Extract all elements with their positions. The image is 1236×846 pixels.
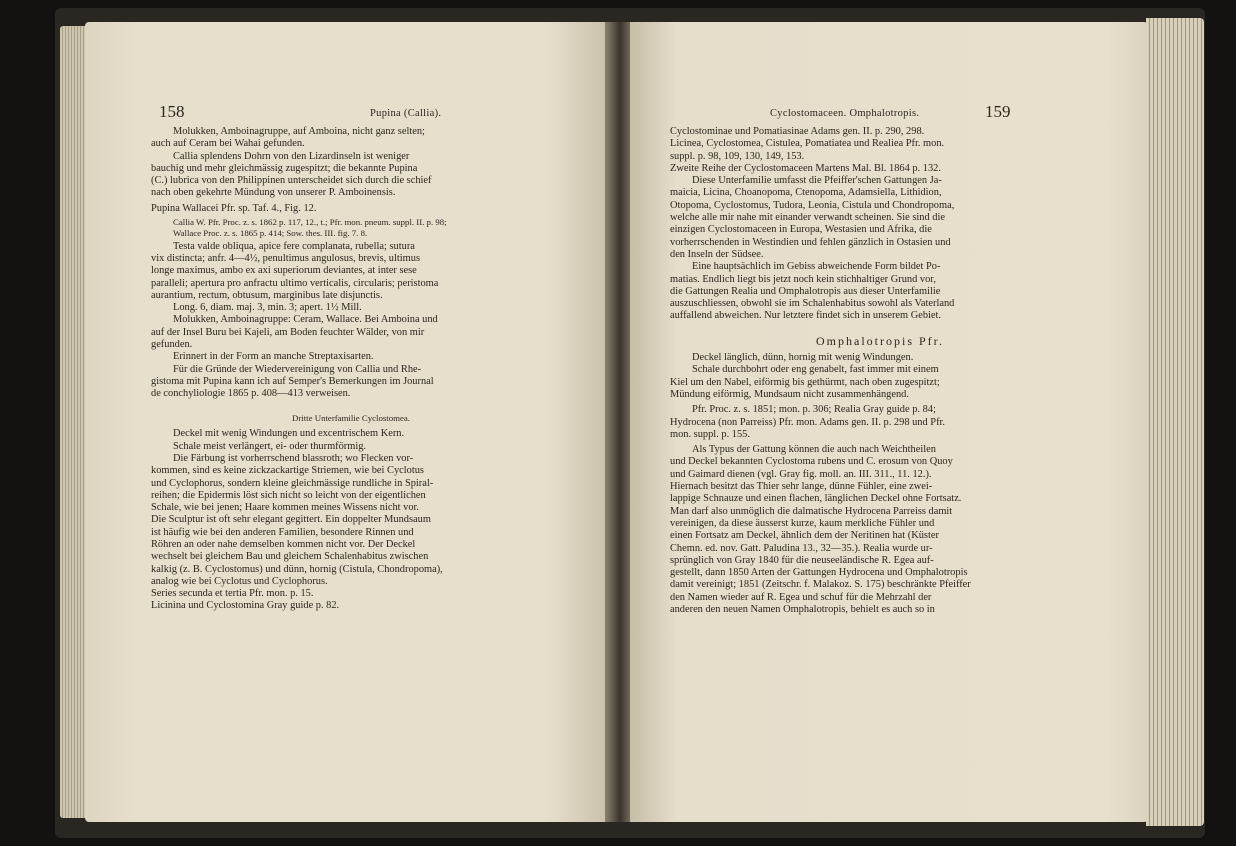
text-line: sprünglich von Gray 1840 für die neuseeländische R. Egea auf- <box>670 554 934 566</box>
text-line: lappige Schnauze und einen flachen, länglichen Deckel ohne Fortsatz. <box>670 493 962 505</box>
text-line: Man darf also unmöglich die dalmatische Hydrocena Parreiss damit <box>670 505 953 517</box>
text-line: vix distincta; anfr. 4—4½, penultimus angulosus, brevis, ultimus <box>151 252 420 264</box>
text-line: Für die Gründe der Wiedervereinigung von Callia und Rhe- <box>173 363 422 375</box>
text-line: Licinea, Cyclostomea, Cistulea, Pomatiatea und Realiea Pfr. mon. <box>670 138 945 150</box>
text-line: mon. suppl. p. 155. <box>670 428 750 440</box>
page-number: 158 <box>159 102 185 121</box>
running-head: Pupina (Callia). <box>370 108 442 119</box>
text-line: vorherrschenden in Westindien und fehlen gänzlich in Ostasien und <box>670 236 951 248</box>
text-line: de conchyliologie 1865 p. 408—413 verweisen. <box>151 388 351 400</box>
text-line: auch auf Ceram bei Wahai gefunden. <box>151 138 305 150</box>
text-line: (C.) lubrica von den Philippinen unterscheidet sich durch die schief <box>151 175 432 187</box>
text-line: Röhren an oder nahe demselben kommen nicht vor. Der Deckel <box>151 539 416 550</box>
left-page-edges <box>60 26 88 818</box>
running-head: Cyclostomaceen. Omphalotropis. <box>770 108 920 119</box>
text-line: die Gattungen Realia und Omphalotropis aus dieser Unterfamilie <box>670 285 941 297</box>
text-line: matias. Endlich liegt bis jetzt noch kein stichhaltiger Grund vor, <box>670 273 936 285</box>
text-line: gistoma mit Pupina kann ich auf Semper's Bemerkungen im Journal <box>151 375 434 387</box>
genus-heading: Omphalotropis Pfr. <box>816 333 944 348</box>
page-text <box>670 126 1090 616</box>
text-line: bauchig und mehr gleichmässig zugespitzt; die bekannte Pupina <box>151 162 418 174</box>
text-line: Molukken, Amboinagruppe, auf Amboina, nicht ganz selten; <box>173 126 425 137</box>
text-line: Mündung eiförmig, Mundsaum nicht zusammenhängend. <box>670 388 909 400</box>
text-line: nach oben gekehrte Mündung von unserer P. Amboinensis. <box>151 187 396 199</box>
text-line: anderen den neuen Namen Omphalotropis, behielt es auch so in <box>670 603 935 615</box>
text-line: reihen; die Epidermis löst sich nicht so leicht von der eigentlichen <box>151 489 426 501</box>
text-line: Als Typus der Gattung können die auch nach Weichtheilen <box>692 444 936 456</box>
text-line: longe maximus, ambo ex axi superiorum deviantes, at inter sese <box>151 265 417 277</box>
text-line: kommen, sind es keine zickzackartige Striemen, wie bei Cyclotus <box>151 465 424 477</box>
reference-line: Wallace Proc. z. s. 1865 p. 414; Sow. thes. III. fig. 7. 8. <box>173 227 368 238</box>
right-page-edges <box>1146 18 1204 826</box>
text-line: den Namen wieder auf R. Egea und schuf für die Mehrzahl der <box>670 591 932 603</box>
text-line: Deckel mit wenig Windungen und excentrischem Kern. <box>173 428 405 440</box>
reference-line: Callia W. Pfr. Proc. z. s. 1862 p. 117, 12., t.; Pfr. mon. pneum. suppl. II. p. 98; <box>173 217 447 228</box>
text-line: analog wie bei Cyclotus und Cyclophorus. <box>151 575 328 587</box>
text-line: aurantium, rectum, obtusum, marginibus late disjunctis. <box>151 289 383 301</box>
text-line: Series secunda et tertia Pfr. mon. p. 15. <box>151 588 314 600</box>
text-line: auffallend abweichen. Nur letztere findet sich in unserem Gebiet. <box>670 310 942 322</box>
species-heading: Pupina Wallacei Pfr. sp. Taf. 4., Fig. 12. <box>151 202 317 214</box>
page-text <box>151 126 551 613</box>
text-line: Diese Unterfamilie umfasst die Pfeiffer'schen Gattungen Ja- <box>692 175 942 187</box>
text-line: und Cyclophorus, sondern kleine gleichmässige rundliche in Spiral- <box>151 477 434 489</box>
text-line: Schale meist verlängert, ei- oder thurmförmig. <box>173 440 367 452</box>
text-line: Eine hauptsächlich im Gebiss abweichende Form bildet Po- <box>692 261 941 273</box>
text-line: auszuschliessen, obwohl sie im Schalenhabitus sowohl als Vaterland <box>670 298 955 310</box>
text-line: Otopoma, Cyclostomus, Tudora, Leonia, Cistula und Chondropoma, <box>670 199 955 211</box>
text-line: suppl. p. 98, 109, 130, 149, 153. <box>670 150 805 162</box>
text-line: Hydrocena (non Parreiss) Pfr. mon. Adams gen. II. p. 298 und Pfr. <box>670 416 946 428</box>
text-line: Deckel länglich, dünn, hornig mit wenig Windungen. <box>692 352 914 364</box>
text-line: ist häufig wie bei den anderen Familien, besondere Rinnen und <box>151 526 414 538</box>
text-line: den Inseln der Südsee. <box>670 248 764 260</box>
text-line: Kiel um den Nabel, eiförmig bis gethürmt, nach oben zugespitzt; <box>670 376 940 388</box>
text-line: damit vereinigt; 1851 (Zeitschr. f. Malakoz. S. 175) beschränkte Pfeiffer <box>670 579 971 591</box>
text-line: Schale durchbohrt oder eng genabelt, fast immer mit einem <box>692 364 939 376</box>
text-line: Long. 6, diam. maj. 3, min. 3; apert. 1½ Mill. <box>173 302 362 314</box>
right-page <box>630 22 1148 822</box>
text-line: gefunden. <box>151 339 193 351</box>
text-line: kalkig (z. B. Cyclostomus) und dünn, hornig (Cistula, Chondropoma), <box>151 563 443 575</box>
text-line: Schale, wie bei jenen; Haare kommen meines Wissens nicht vor. <box>151 502 420 514</box>
text-line: Licinina und Cyclostomina Gray guide p. 82. <box>151 600 340 612</box>
text-line: Hiernach besitzt das Thier sehr lange, dünne Fühler, eine zwei- <box>670 481 933 493</box>
text-line: Erinnert in der Form an manche Streptaxisarten. <box>173 351 374 363</box>
text-line: Die Sculptur ist oft sehr elegant gegittert. Ein doppelter Mundsaum <box>151 514 431 526</box>
text-line: vereinigen, da diese äusserst kurze, kaum merkliche Fühler und <box>670 517 935 529</box>
text-line: Callia splendens Dohrn von den Lizardinseln ist weniger <box>173 150 410 162</box>
text-line: einzigen Cyclostomaceen in Europa, Westasien und Afrika, die <box>670 224 932 236</box>
text-line: einen Fortsatz am Deckel, ähnlich dem der Neritinen hat (Küster <box>670 530 939 542</box>
text-line: Die Färbung ist vorherrschend blassroth; wo Flecken vor- <box>173 452 414 464</box>
left-page <box>85 22 610 822</box>
subfamily-heading: Dritte Unterfamilie Cyclostomea. <box>292 412 410 423</box>
text-line: wechselt bei gleichem Bau und gleichem Schalenhabitus zwischen <box>151 551 429 563</box>
text-line: gestellt, dann 1850 Arten der Gattungen Hydrocena und Omphalotropis <box>670 567 968 579</box>
page-number: 159 <box>985 102 1011 121</box>
text-line: Cyclostominae und Pomatiasinae Adams gen. II. p. 290, 298. <box>670 126 925 137</box>
text-line: Zweite Reihe der Cyclostomaceen Martens Mal. Bl. 1864 p. 132. <box>670 162 941 174</box>
text-line: Molukken, Amboinagruppe: Ceram, Wallace. Bei Amboina und <box>173 314 438 326</box>
text-line: und Gaimard dienen (vgl. Gray fig. moll. an. III. 311., 11. 12.). <box>670 468 932 480</box>
text-line: paralleli; apertura pro anfractu ultimo verticalis, circularis; peristoma <box>151 277 439 289</box>
text-line: und Deckel bekannten Cyclostoma rubens und C. erosum von Quoy <box>670 456 953 468</box>
text-line: welche alle mir nahe mit einander verwandt scheinen. Sie sind die <box>670 212 945 224</box>
text-line: Pfr. Proc. z. s. 1851; mon. p. 306; Realia Gray guide p. 84; <box>692 404 936 416</box>
text-line: Testa valde obliqua, apice fere complanata, rubella; sutura <box>173 240 415 252</box>
text-line: maicia, Licina, Choanopoma, Ctenopoma, Adamsiella, Lithidion, <box>670 187 942 199</box>
text-line: auf der Insel Buru bei Kajeli, am Boden feuchter Wälder, von mir <box>151 326 425 338</box>
text-line: Chemn. ed. nov. Gatt. Paludina 13., 32—35.). Realia wurde ur- <box>670 542 933 554</box>
